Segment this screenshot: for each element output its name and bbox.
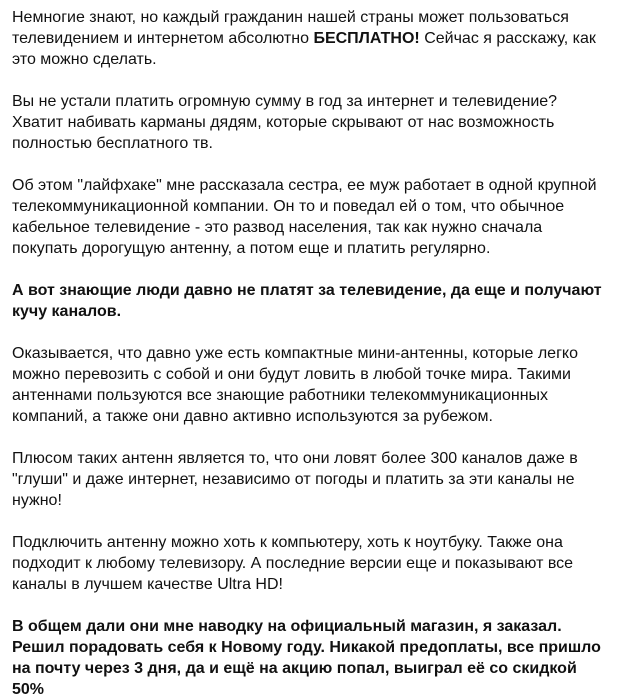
text-line: на почту через 3 дня, да и ещё на акцию попал, выиграл её со скидкой [12, 660, 577, 677]
text-line: телекоммуникационной компании. Он то и поведал ей о том, что обычное [12, 198, 565, 215]
paragraph-benefits [12, 448, 622, 511]
text-line: Об этом "лайфхаке" мне рассказала сестра, ее муж работает в одной крупной [12, 177, 597, 194]
text-line: Хватит набивать карманы дядям, которые скрывают от нас возможность [12, 114, 555, 131]
text-line: "глуши" и даже интернет, независимо от погоды и платить за эти каналы не [12, 471, 575, 488]
text-line: Решил порадовать себя к Новому году. Никакой предоплаты, все пришло [12, 639, 601, 656]
text-line: компаний, а также они давно активно используются за рубежом. [12, 408, 493, 425]
paragraph-order-story [12, 616, 622, 700]
text-line: А вот знающие люди давно не платят за телевидение, да еще и получают [12, 282, 602, 299]
paragraph-lifehack [12, 175, 622, 259]
text-line: подходит к любому телевизору. А последние версии еще и показывают все [12, 555, 574, 572]
text-line: Плюсом таких антенн является то, что они ловят более 300 каналов даже в [12, 450, 578, 467]
text-line: В общем дали они мне наводку на официальный магазин, я заказал. [12, 618, 562, 635]
paragraph-question [12, 91, 622, 154]
text-line: покупать дорогущую антенну, а потом еще и платить регулярно. [12, 240, 491, 257]
text-line: Оказывается, что давно уже есть компактные мини-антенны, которые легко [12, 345, 578, 362]
text-line: Подключить антенну можно хоть к компьютеру, хоть к ноутбуку. Также она [12, 534, 563, 551]
text-line: Немногие знают, но каждый гражданин нашей страны может пользоваться [12, 9, 569, 26]
text-line: 50% [12, 681, 45, 698]
free-emphasis: БЕСПЛАТНО! [313, 30, 420, 47]
paragraph-mini-antennas [12, 343, 622, 427]
text-line: каналы в лучшем качестве Ultra HD! [12, 576, 283, 593]
text-line [12, 28, 622, 49]
paragraph-compatibility [12, 532, 622, 595]
text-line: кучу каналов. [12, 303, 122, 320]
text-segment: Сейчас я расскажу, как [419, 30, 596, 47]
text-line: нужно! [12, 492, 62, 509]
text-line: Вы не устали платить огромную сумму в год за интернет и телевидение? [12, 93, 558, 110]
text-line: кабельное телевидение - это развод населения, так как нужно сначала [12, 219, 543, 236]
paragraph-intro [12, 7, 622, 70]
text-line: можно перевозить с собой и они будут ловить в любой точке мира. Такими [12, 366, 571, 383]
paragraph-bold-claim [12, 280, 622, 322]
text-segment: телевидением и интернетом абсолютно [12, 30, 314, 47]
text-line: антеннами пользуются все знающие работники телекоммуникационных [12, 387, 549, 404]
text-line: полностью бесплатного тв. [12, 135, 213, 152]
text-line: это можно сделать. [12, 51, 157, 68]
